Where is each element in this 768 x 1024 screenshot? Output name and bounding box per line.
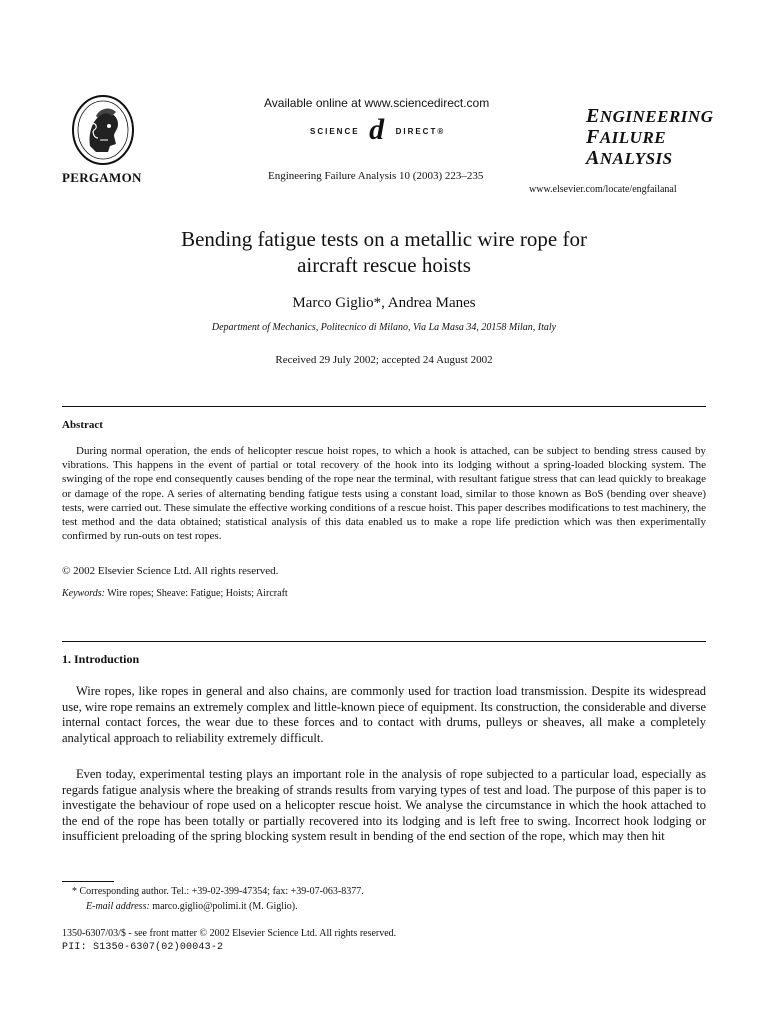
intro-paragraph-1: Wire ropes, like ropes in general and also chains, are commonly used for traction load transmission. Despite its widespread use, wire rope remains an extremely complex and little-known piece of equipment. Its construction, the considerable and diverse internal contact forces, the wear due to these forces and to contact with drums, pulleys or sheaves, all make a completely analytical approach to reliability extremely difficult. [62, 684, 706, 745]
pii-identifier: PII: S1350-6307(02)00043-2 [62, 942, 224, 953]
footnote-divider [62, 881, 114, 882]
intro-paragraph-2: Even today, experimental testing plays an important role in the analysis of rope subjected to a particular load, especially as regards fatigue analysis where the breaking of strands results from varying types of test and load. The purpose of this paper is to investigate the behaviour of rope used on a helicopter rescue hoist. We analyse the circumstance in which the hook attached to the end of the rope has been totally or partially recovered into its lodging and is left free to swing. Incorrect hook lodging or insufficient preloading of the spring blocking system result in bending of the end section of the rope, which may then hit [62, 767, 706, 844]
sciencedirect-logo [310, 113, 446, 146]
article-title-line1: Bending fatigue tests on a metallic wire rope for [181, 227, 587, 251]
brand-right-text: DIRECT® [395, 126, 446, 136]
journal-title-line2: FAILURE [586, 126, 667, 148]
journal-title [586, 106, 713, 169]
publisher-name: PERGAMON [62, 170, 142, 185]
article-title [62, 226, 706, 278]
article-authors: Marco Giglio*, Andrea Manes [292, 295, 476, 311]
footnote-corresponding-author: * Corresponding author. Tel.: +39-02-399-47354; fax: +39-07-063-8377. [72, 886, 364, 897]
author-affiliation: Department of Mechanics, Politecnico di Milano, Via La Masa 34, 20158 Milan, Italy [211, 322, 557, 333]
available-online-text: Available online at www.sciencedirect.com [264, 96, 490, 110]
article-title-line2: aircraft rescue hoists [297, 253, 471, 277]
email-label: E-mail address: [86, 901, 150, 912]
footnote-email [86, 901, 298, 912]
email-address[interactable]: marco.giglio@polimi.it (M. Giglio). [152, 901, 298, 912]
abstract-copyright: © 2002 Elsevier Science Ltd. All rights reserved. [62, 565, 279, 577]
keywords-label: Keywords: [62, 588, 105, 599]
elsevier-tree-icon [70, 94, 136, 166]
brand-mark-icon: d [369, 113, 387, 146]
abstract-body: During normal operation, the ends of helicopter rescue hoist ropes, to which a hook is attached, can be subject to bending stress caused by vibrations. This happens in the event of partial or total recovery of the hook into its lodging without a spring-loaded blocking system. The swinging of the rope end consequently causes bending of the rope near the terminal, with resultant fatigue stress that can lead quickly to breakage or damage of the rope. A series of alternating bending fatigue tests using a constant load, similar to those known as BoS (bending over sheave) tests, were carried out. These simulate the effective working conditions of a rescue hoist. This paper describes modifications to test machinery, the test method and the data obtained; statistical analysis of this data enabled us to make a rope life prediction which was then experimentally confirmed by run-outs on test ropes. [62, 445, 706, 543]
brand-left-text: SCIENCE [310, 126, 360, 136]
keywords-list: Wire ropes; Sheave: Fatigue; Hoists; Aircraft [107, 588, 288, 599]
divider-top [62, 406, 706, 407]
publisher-logo [70, 94, 136, 166]
journal-url[interactable]: www.elsevier.com/locate/engfailanal [529, 184, 677, 195]
received-dates: Received 29 July 2002; accepted 24 August 2002 [275, 354, 493, 366]
journal-title-line3: ANALYSIS [586, 147, 673, 169]
journal-citation: Engineering Failure Analysis 10 (2003) 223–235 [268, 170, 484, 182]
section-heading-introduction: 1. Introduction [62, 652, 140, 666]
keywords [62, 588, 288, 599]
journal-title-line1: ENGINEERING [586, 105, 714, 127]
abstract-heading: Abstract [62, 419, 103, 431]
front-matter-line: 1350-6307/03/$ - see front matter © 2002 Elsevier Science Ltd. All rights reserved. [62, 928, 397, 939]
divider-bottom [62, 641, 706, 642]
